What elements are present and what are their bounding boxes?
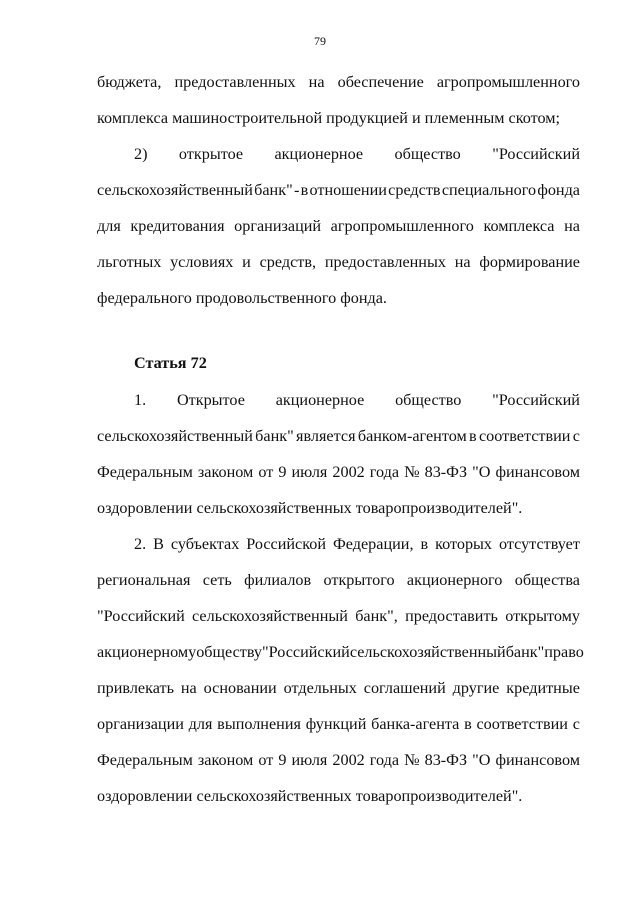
text-line: Федеральным законом от 9 июля 2002 года № 83-ФЗ "О финансовом <box>97 463 580 481</box>
text-line: "Российский сельскохозяйственный банк", предоставить открытому <box>97 607 580 625</box>
text-line: оздоровлении сельскохозяйственных товаропроизводителей". <box>97 499 523 517</box>
text-line: Федеральным законом от 9 июля 2002 года № 83-ФЗ "О финансовом <box>97 751 580 769</box>
page-number: 79 <box>314 34 326 48</box>
text-line: для кредитования организаций агропромышленного комплекса на <box>97 217 580 235</box>
text-line: сельскохозяйственный банк" - в отношении средств специального фонда <box>97 181 580 199</box>
text-line: акционерному обществу "Российский сельскохозяйственный банк" право <box>97 643 584 661</box>
text-line: сельскохозяйственный банк" является банком-агентом в соответствии с <box>97 427 580 445</box>
text-line: оздоровлении сельскохозяйственных товаропроизводителей". <box>97 787 523 805</box>
text-line: 2. В субъектах Российской Федерации, в которых отсутствует <box>134 535 580 553</box>
text-line: привлекать на основании отдельных соглашений другие кредитные <box>97 679 580 697</box>
text-line: федерального продовольственного фонда. <box>97 289 387 307</box>
text-line: региональная сеть филиалов открытого акционерного общества <box>97 571 580 589</box>
text-line: 1. Открытое акционерное общество "Российский <box>134 391 580 409</box>
text-line: организации для выполнения функций банка-агента в соответствии с <box>97 715 580 733</box>
text-line: комплекса машиностроительной продукцией и племенным скотом; <box>97 109 561 127</box>
article-heading: Статья 72 <box>134 354 207 372</box>
text-line: 2) открытое акционерное общество "Российский <box>134 145 580 163</box>
text-line: льготных условиях и средств, предоставленных на формирование <box>97 253 580 271</box>
text-line: бюджета, предоставленных на обеспечение агропромышленного <box>97 73 580 91</box>
